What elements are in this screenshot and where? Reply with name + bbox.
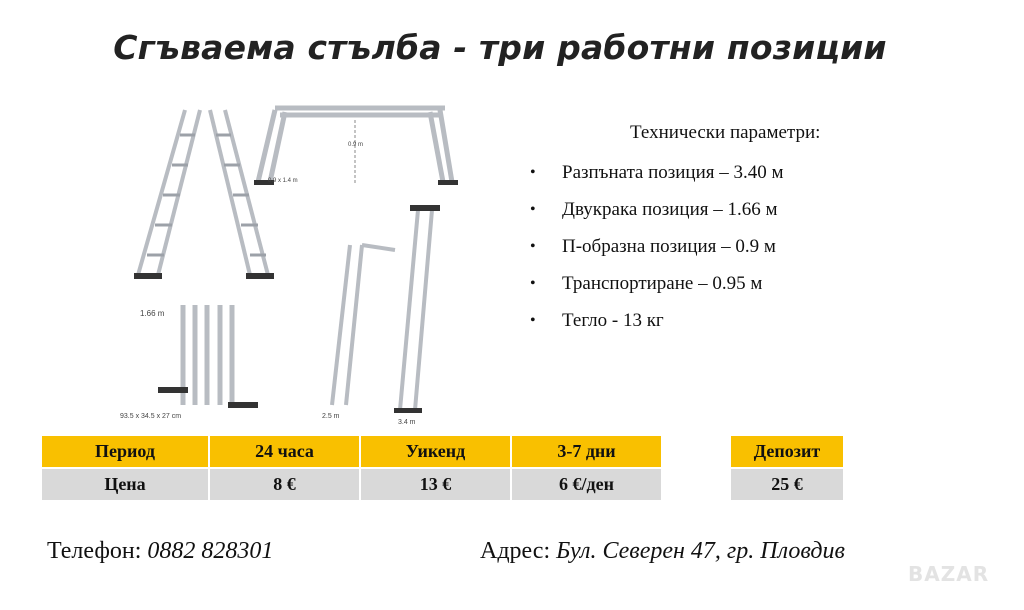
ladder-photos bbox=[110, 90, 470, 430]
bullet-icon: • bbox=[530, 201, 536, 218]
price-value-cell: 13 € bbox=[361, 469, 510, 500]
label-len-d: 3.4 m bbox=[398, 419, 416, 426]
bullet-icon: • bbox=[530, 164, 536, 181]
label-height-b: 0.9 m bbox=[348, 142, 364, 148]
price-header-cell: Период bbox=[42, 436, 208, 467]
address-label: Адрес: bbox=[480, 538, 551, 564]
deposit-header: Депозит bbox=[731, 436, 843, 467]
price-value-cell: Цена bbox=[42, 469, 208, 500]
phone-line bbox=[47, 538, 273, 565]
ladder-straight-short bbox=[332, 245, 395, 405]
price-header-cell: 3-7 дни bbox=[512, 436, 661, 467]
watermark-logo: BAZAR bbox=[908, 562, 990, 586]
ladder-illustration bbox=[110, 90, 470, 430]
deposit-value: 25 € bbox=[731, 469, 843, 500]
phone-number[interactable]: 0882 828301 bbox=[147, 538, 274, 564]
address-value: Бул. Северен 47, гр. Пловдив bbox=[556, 538, 845, 564]
specs-list bbox=[530, 154, 930, 339]
label-len-c: 2.5 m bbox=[322, 413, 340, 420]
address-line bbox=[480, 538, 845, 565]
spec-item: • Транспортиране – 0.95 м bbox=[530, 265, 930, 302]
price-header-row bbox=[42, 436, 661, 467]
ladder-a-frame bbox=[138, 110, 268, 275]
bullet-icon: • bbox=[530, 275, 536, 292]
ladder-straight-long bbox=[400, 210, 432, 410]
label-width-b: 0.9 x 1.4 m bbox=[268, 178, 298, 184]
spec-item: • Разпънатa позиция – 3.40 м bbox=[530, 154, 930, 191]
bullet-icon: • bbox=[530, 312, 536, 329]
page-title: Сгъваема стълба - три работни позиции bbox=[113, 28, 887, 67]
price-header-cell: 24 часа bbox=[210, 436, 359, 467]
tech-specs bbox=[530, 122, 930, 339]
price-value-row bbox=[42, 469, 661, 500]
price-table bbox=[40, 434, 663, 502]
ladder-folded bbox=[183, 305, 232, 405]
spec-item: • Тегло - 13 кг bbox=[530, 302, 930, 339]
price-header-cell: Уикенд bbox=[361, 436, 510, 467]
price-value-cell: 6 €/ден bbox=[512, 469, 661, 500]
phone-label: Телефон: bbox=[47, 538, 142, 564]
label-height-a: 1.66 m bbox=[140, 309, 165, 318]
spec-item: • Двукрака позиция – 1.66 м bbox=[530, 191, 930, 228]
bullet-icon: • bbox=[530, 238, 536, 255]
deposit-table bbox=[729, 434, 845, 502]
label-folded: 93.5 x 34.5 x 27 cm bbox=[120, 413, 182, 420]
price-value-cell: 8 € bbox=[210, 469, 359, 500]
spec-item: • П-образна позиция – 0.9 м bbox=[530, 228, 930, 265]
specs-heading: Технически параметри: bbox=[630, 122, 821, 143]
